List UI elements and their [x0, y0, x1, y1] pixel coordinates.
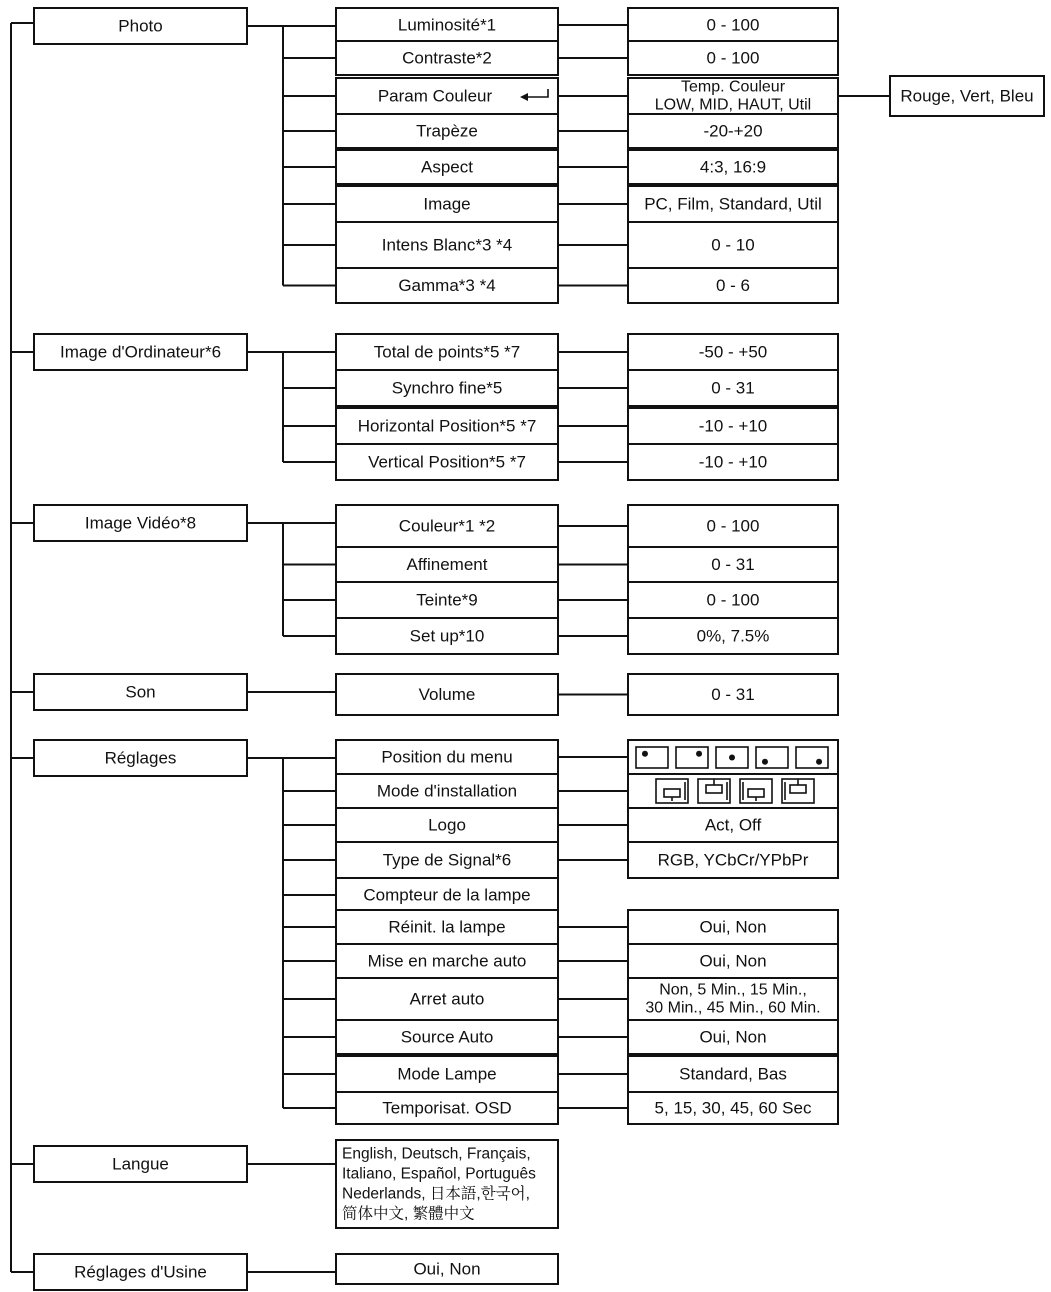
item-aspect-box-text: Aspect: [421, 157, 473, 177]
menu-photo-box: [34, 8, 247, 44]
item-gamma-3-4-box: [336, 268, 558, 303]
item-reinit-la-lampe-value-box: [628, 910, 838, 944]
item-set-up-10-box-text: Set up*10: [409, 626, 485, 646]
item-position-du-menu-box: [336, 740, 558, 774]
item-temporisat-osd-value-box-text: 5, 15, 30, 45, 60 Sec: [654, 1098, 812, 1118]
item-source-auto-value-box: [628, 1020, 838, 1054]
item-affinement-value-box-text: 0 - 31: [711, 555, 755, 574]
item-mode-lampe-value-box: [628, 1056, 838, 1092]
item-synchro-fine-5-value-box-text: 0 - 31: [711, 378, 755, 398]
item-horizontal-position-5-7-box: [336, 408, 558, 444]
item-logo-value-box-text: Act, Off: [704, 815, 762, 835]
item-vertical-position-5-7-box-text: Vertical Position*5 *7: [368, 452, 526, 472]
item-intens-blanc-3-4-box: [336, 222, 558, 268]
item-mise-en-marche-auto-box-text: Mise en marche auto: [367, 951, 527, 971]
item-reinit-la-lampe-value-box-text: Oui, Non: [699, 917, 767, 937]
menu-reglages-d-usine-value-box: [336, 1254, 558, 1284]
item-affinement-box-text: Affinement: [406, 555, 488, 574]
item-mode-d-installation-box-text: Mode d'installation: [376, 781, 518, 801]
menu-langue-value-box: [336, 1140, 558, 1228]
item-position-du-menu-box-text: Position du menu: [381, 747, 513, 767]
menu-position-icons: [628, 740, 838, 774]
menu-reglages-d-usine-box-text: Réglages d'Usine: [74, 1262, 207, 1282]
sub-value-box-text: Rouge, Vert, Bleu: [900, 86, 1034, 106]
item-synchro-fine-5-box: [336, 370, 558, 406]
menu-image-d-ordinateur-6-box: [34, 334, 247, 370]
item-total-de-points-5-7-box: [336, 334, 558, 370]
item-intens-blanc-3-4-box-text: Intens Blanc*3 *4: [381, 235, 513, 255]
item-type-de-signal-6-value-box: [628, 842, 838, 878]
item-total-de-points-5-7-value-box-text: -50 - +50: [698, 342, 768, 362]
item-trapeze-box-text: Trapèze: [416, 121, 478, 141]
item-affinement-value-box: [628, 547, 838, 582]
item-image-box-text: Image: [423, 194, 471, 214]
item-trapeze-value-box-text: -20-+20: [703, 121, 763, 141]
item-set-up-10-value-box-text: 0%, 7.5%: [696, 626, 770, 646]
item-luminosite-1-value-box: [628, 8, 838, 42]
item-reinit-la-lampe-box-text: Réinit. la lampe: [388, 917, 506, 937]
item-total-de-points-5-7-box-text: Total de points*5 *7: [373, 342, 521, 362]
item-arret-auto-box-text: Arret auto: [409, 989, 485, 1009]
item-logo-box: [336, 808, 558, 842]
item-compteur-de-la-lampe-box: [336, 878, 558, 912]
item-trapeze-box: [336, 114, 558, 148]
menu-langue-value-box-text: Italiano, Español, Português: [342, 1165, 536, 1183]
item-param-couleur-box-text: Param Couleur: [377, 86, 493, 106]
item-couleur-1-2-value-box: [628, 505, 838, 547]
item-luminosite-1-value-box-text: 0 - 100: [706, 15, 760, 35]
item-couleur-1-2-box-text: Couleur*1 *2: [398, 516, 496, 536]
item-volume-box-text: Volume: [418, 685, 476, 704]
item-image-box: [336, 186, 558, 222]
item-image-value-box-text: PC, Film, Standard, Util: [644, 194, 822, 214]
item-arret-auto-value-box-text: 30 Min., 45 Min., 60 Min.: [645, 999, 821, 1017]
item-param-couleur-value-box-text: LOW, MID, HAUT, Util: [654, 96, 812, 114]
item-type-de-signal-6-box: [336, 842, 558, 878]
item-aspect-box: [336, 150, 558, 184]
item-intens-blanc-3-4-value-box: [628, 222, 838, 268]
item-param-couleur-value-box: [628, 78, 838, 114]
menu-reglages-d-usine-box: [34, 1254, 247, 1290]
sub-value-box: [890, 76, 1044, 116]
item-set-up-10-value-box: [628, 618, 838, 654]
install-mode-icons: [628, 774, 838, 808]
item-source-auto-value-box-text: Oui, Non: [699, 1027, 767, 1047]
item-total-de-points-5-7-value-box: [628, 334, 838, 370]
item-mode-lampe-box-text: Mode Lampe: [397, 1064, 497, 1084]
item-couleur-1-2-box: [336, 505, 558, 547]
item-volume-value-box: [628, 674, 838, 715]
item-affinement-box: [336, 547, 558, 582]
menu-langue-box: [34, 1146, 247, 1182]
item-teinte-9-value-box-text: 0 - 100: [706, 590, 760, 610]
menu-image-video-8-box: [34, 505, 247, 541]
item-teinte-9-value-box: [628, 582, 838, 618]
item-volume-value-box-text: 0 - 31: [711, 685, 755, 704]
item-set-up-10-box: [336, 618, 558, 654]
item-horizontal-position-5-7-value-box: [628, 408, 838, 444]
menu-langue-value-box-text: English, Deutsch, Français,: [342, 1145, 531, 1163]
item-type-de-signal-6-box-text: Type de Signal*6: [382, 850, 512, 870]
item-luminosite-1-box-text: Luminosité*1: [397, 15, 497, 35]
item-intens-blanc-3-4-value-box-text: 0 - 10: [711, 235, 755, 255]
menu-son-box: [34, 674, 247, 710]
item-compteur-de-la-lampe-box-text: Compteur de la lampe: [363, 885, 531, 905]
item-luminosite-1-box: [336, 8, 558, 42]
menu-langue-value-box-text: 简体中文, 繁體中文: [342, 1205, 475, 1223]
item-contraste-2-box-text: Contraste*2: [402, 48, 492, 68]
item-gamma-3-4-value-box: [628, 268, 838, 303]
item-volume-box: [336, 674, 558, 715]
item-mise-en-marche-auto-value-box-text: Oui, Non: [699, 951, 767, 971]
menu-boxes: [34, 8, 1044, 1290]
item-teinte-9-box: [336, 582, 558, 618]
item-temporisat-osd-box: [336, 1092, 558, 1124]
item-horizontal-position-5-7-box-text: Horizontal Position*5 *7: [357, 416, 537, 436]
menu-reglages-box: [34, 740, 247, 776]
item-reinit-la-lampe-box: [336, 910, 558, 944]
menu-photo-box-text: Photo: [118, 16, 163, 36]
item-source-auto-box-text: Source Auto: [400, 1027, 494, 1047]
menu-langue-value-box-text: Nederlands, 日本語,한국어,: [342, 1185, 530, 1203]
item-gamma-3-4-box-text: Gamma*3 *4: [398, 276, 496, 295]
item-arret-auto-box: [336, 978, 558, 1020]
item-couleur-1-2-value-box-text: 0 - 100: [706, 516, 760, 536]
item-logo-value-box: [628, 808, 838, 842]
item-contraste-2-value-box-text: 0 - 100: [706, 48, 760, 68]
menu-reglages-box-text: Réglages: [104, 748, 177, 768]
item-temporisat-osd-value-box: [628, 1092, 838, 1124]
item-logo-box-text: Logo: [428, 815, 466, 835]
item-synchro-fine-5-box-text: Synchro fine*5: [391, 378, 503, 398]
item-arret-auto-value-box-text: Non, 5 Min., 15 Min.,: [659, 981, 807, 999]
item-trapeze-value-box: [628, 114, 838, 148]
item-horizontal-position-5-7-value-box-text: -10 - +10: [698, 416, 768, 436]
item-mode-lampe-value-box-text: Standard, Bas: [679, 1064, 787, 1084]
menu-image-video-8-box-text: Image Vidéo*8: [84, 513, 197, 533]
item-mode-d-installation-box: [336, 774, 558, 808]
menu-langue-box-text: Langue: [112, 1154, 169, 1174]
item-param-couleur-value-box-text: Temp. Couleur: [680, 78, 786, 96]
menu-image-d-ordinateur-6-box-text: Image d'Ordinateur*6: [59, 342, 222, 362]
item-type-de-signal-6-value-box-text: RGB, YCbCr/YPbPr: [657, 850, 809, 870]
item-mode-lampe-box: [336, 1056, 558, 1092]
item-source-auto-box: [336, 1020, 558, 1054]
item-gamma-3-4-value-box-text: 0 - 6: [715, 276, 751, 295]
item-teinte-9-box-text: Teinte*9: [416, 590, 478, 610]
menu-son-box-text: Son: [125, 682, 156, 702]
item-vertical-position-5-7-value-box-text: -10 - +10: [698, 452, 768, 472]
item-vertical-position-5-7-value-box: [628, 444, 838, 480]
item-mise-en-marche-auto-box: [336, 944, 558, 978]
item-mise-en-marche-auto-value-box: [628, 944, 838, 978]
item-synchro-fine-5-value-box: [628, 370, 838, 406]
item-temporisat-osd-box-text: Temporisat. OSD: [382, 1098, 512, 1118]
menu-reglages-d-usine-value-box-text: Oui, Non: [413, 1259, 481, 1279]
item-vertical-position-5-7-box: [336, 444, 558, 480]
item-contraste-2-value-box: [628, 41, 838, 75]
item-aspect-value-box-text: 4:3, 16:9: [699, 157, 767, 177]
item-aspect-value-box: [628, 150, 838, 184]
item-image-value-box: [628, 186, 838, 222]
item-arret-auto-value-box: [628, 978, 838, 1020]
item-contraste-2-box: [336, 41, 558, 75]
